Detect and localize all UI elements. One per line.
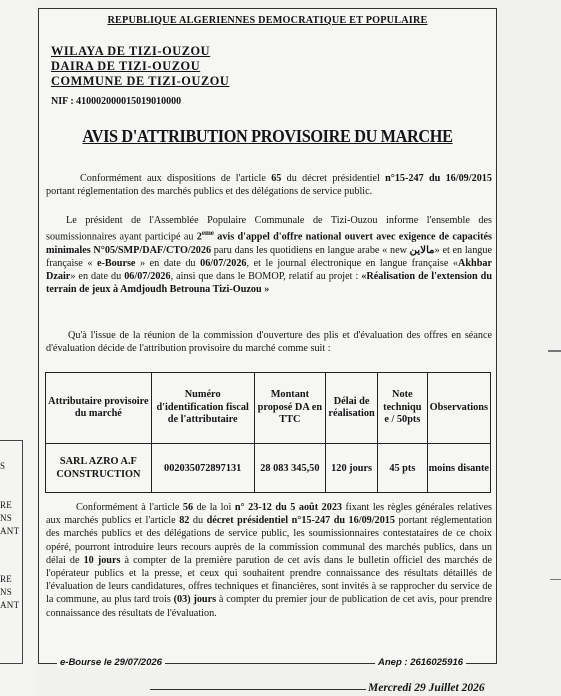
cell-delai: 120 jours bbox=[326, 444, 378, 493]
edge-mark bbox=[550, 579, 561, 580]
page-date: Mercredi 29 Juillet 2026 bbox=[368, 682, 485, 694]
table-row bbox=[46, 444, 491, 493]
notice-box bbox=[38, 8, 497, 668]
edge-fragment: ANT bbox=[0, 526, 20, 536]
edge-fragment: RE bbox=[0, 574, 13, 584]
attribution-table bbox=[45, 372, 491, 493]
edge-fragment: NS bbox=[0, 587, 13, 597]
col-note: Note techniqu e / 50pts bbox=[378, 373, 428, 444]
footer-ebourse: e-Bourse le 29/07/2026 bbox=[57, 657, 165, 668]
date-rule bbox=[150, 689, 366, 690]
edge-fragment: S bbox=[0, 461, 6, 471]
edge-mark bbox=[548, 350, 561, 352]
cell-observations: moins disante bbox=[427, 444, 490, 493]
paragraph-intro: Conformément aux dispositions de l'article 65 du décret présidentiel n°15-247 du 16/09/2015 portant réglementation des marchés publics et des délégations de service public. bbox=[46, 173, 492, 198]
col-montant: Montant proposé DA en TTC bbox=[254, 373, 326, 444]
nif-number: NIF : 410002000015019010000 bbox=[51, 96, 182, 107]
cell-note: 45 pts bbox=[378, 444, 428, 493]
edge-fragment: RE bbox=[0, 500, 13, 510]
edge-fragment: NS bbox=[0, 513, 13, 523]
paragraph-decision: Qu'à l'issue de la réunion de la commission d'ouverture des plis et d'évaluation des offres en séance d'évaluation décide de l'attribution provisoire du marché comme suit : bbox=[46, 330, 492, 355]
footer-anep: Anep : 2616025916 bbox=[375, 657, 466, 668]
wilaya-line: WILAYA DE TIZI-OUZOU bbox=[51, 44, 211, 58]
col-attributaire: Attributaire provisoire du marché bbox=[46, 373, 152, 444]
daira-line: DAIRA DE TIZI-OUZOU bbox=[51, 59, 201, 73]
commune-line: COMMUNE DE TIZI-OUZOU bbox=[51, 74, 230, 88]
paragraph-recours: Conformément à l'article 56 de la loi n° 23-12 du 5 août 2023 fixant les règles générales relatives aux marchés publics et l'article 82 du décret présidentiel n°15-247 du 16/09/2015 portant réglementation des marchés publics et des délégations de service public, les soumissionnaires contestataires de ce choix opéré, pourront introduire leurs recours auprès de la commission communal des marchés publics, dans un délai de 10 jours à compter de la première parution de cet avis dans le bulletin officiel des marchés de l'opérateur publics et la presse, et ceux qui souhaitent prendre connaissance des résultats détaillés de l'évaluation de leurs candidatures, offres techniques et financières, sont invités à se rapprocher du service de la commune, au plus tard trois (03) jours à compter du premier jour de publication de cet avis, pour prendre connaissance des résultats de l'évaluation. bbox=[46, 502, 493, 619]
cell-attributaire: SARL AZRO A.F CONSTRUCTION bbox=[46, 444, 152, 493]
paragraph-announcement: Le président de l'Assemblée Populaire Communale de Tizi-Ouzou informe l'ensemble des soumissionnaires ayant participé au 2eme avis d'appel d'offre national ouvert avec exigence de capacités minimales N°05/SMP/DAF/CTO/2026 paru dans les quotidiens en langue arabe « new مالاين» et en langue française « e-Bourse » en date du 06/07/2026, et le journal électronique en langue française «Akhbar Dzair» en date du 06/07/2026, ainsi que dans le BOMOP, relatif au projet : «Réalisation de l'extension du terrain de jeux à Amdjoudh Betrouna Tizi-Ouzou » bbox=[46, 215, 493, 296]
cell-montant: 28 083 345,50 bbox=[254, 444, 326, 493]
adjacent-ad-border bbox=[0, 440, 23, 664]
republic-header: REPUBLIQUE ALGERIENNES DEMOCRATIQUE ET POPULAIRE bbox=[107, 15, 428, 26]
col-delai: Délai de réalisation bbox=[326, 373, 378, 444]
notice-title: AVIS D'ATTRIBUTION PROVISOIRE DU MARCHE bbox=[82, 126, 453, 146]
edge-fragment: ANT bbox=[0, 600, 20, 610]
notice-footer bbox=[39, 657, 496, 671]
cell-nif: 002035072897131 bbox=[151, 444, 254, 493]
col-nif: Numéro d'identification fiscal de l'attributaire bbox=[151, 373, 254, 444]
left-page-edge bbox=[0, 0, 36, 696]
col-observations: Observations bbox=[427, 373, 490, 444]
